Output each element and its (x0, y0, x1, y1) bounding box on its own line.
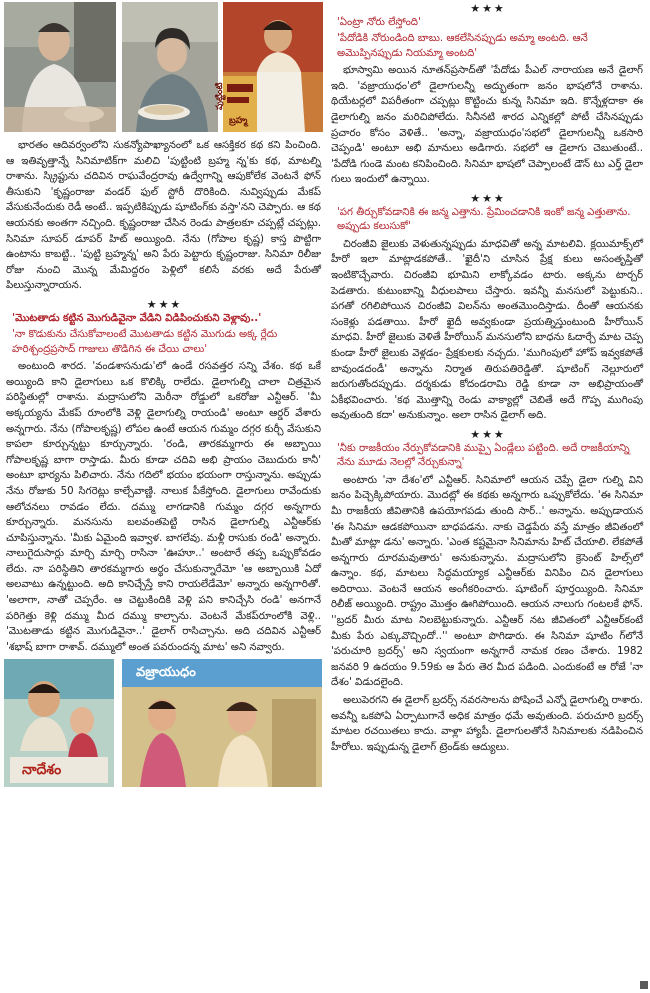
still-photo-man (4, 2, 116, 132)
section-divider-stars: ★★★ (470, 2, 506, 15)
still-photo-young-man (122, 2, 218, 132)
movie-poster-naadesam (4, 659, 114, 787)
article-paragraph (331, 473, 647, 756)
bottom-poster-strip (4, 659, 325, 791)
section-quote-heading: 'పగ తీర్చుకోవడానికి ఈ జన్మ ఎత్తాను. ప్రేమించడానికి ఇంకో జన్మ ఎత్తుతాను. అప్పుడు కలుసుకో' (337, 206, 631, 233)
left-column (4, 0, 325, 791)
section-quote-subheading: 'పేదోడికి నోరుండింది బాబు. ఆకలేసినప్పుడు అమ్మా అంటది. ఆనే అమెుప్పినప్పుడు నియమ్మా అంటది' (337, 33, 588, 59)
section-divider-stars: ★★★ (470, 191, 506, 205)
movie-poster-puttinti (215, 2, 323, 132)
movie-poster-vajrayudham (122, 659, 322, 787)
article-paragraph (6, 359, 325, 655)
intro-paragraph (6, 138, 325, 294)
article-text: అంటారు 'నా దేశం'లో ఎన్టీఆర్‌. సినిమాలో ఆయన చెప్పే డైలా గుల్ని విని జనం పిచ్చెక్కిపోయారు. మొదట్లో ఈ కథకు అన్నగారు ఒప్పుకోలేదు. 'ఈ సినిమా మీ రాజకీయ జీవితానికి ఉపయోగపడు తుంది సార్‌..' అన్నాను. అప్పుడాయన 'ఈ సినిమా ఆడకపోయినా బాధపడను. నాకు చెడ్డపేరు వస్తే మాత్రం జీవితంలో మీతో మాట్లా డను' అన్నారు. 'ఎంత కష్టమైనా సినిమాను హిట్‌ చేయాలి. లేకపోతే అన్నగారు దూరమవుతారు' అనుకున్నాను. మద్రాసులోని క్రెసెంట్‌ హిల్స్‌లో ఉన్నాం. కథ, మాటలు సిద్ధమయ్యాక ఎన్టీఆర్‌కు వినిపిం చిన డైలాగులు అదిరాయి. వెంటనే ఆయన అంగీకరించారు. షూటింగ్‌ పూర్తయ్యింది. సినిమా రిలీజ్‌ అయ్యింది. రాష్ట్రం మొత్తం ఊగిపోయింది. ఆయన నాలుగు గంటలకే ఫోన్‌. ''బ్రదర్‌ మీరు మాట నిలబెట్టుకున్నారు. ఎన్టీఆర్‌ నట జీవితంలో ఎన్టీఆర్‌కంటే మీకు పేరు ఎక్కువొచ్చిందో..'' అంటూ పొగిడారు. ఈ సినిమా షూటిం గ్‌లోనే 'పరుచూరి బ్రదర్స్‌' అని స్వయంగా అన్నగారే నామక రణం చేశారు. 1982 జనవరి 9 ఉదయం 9.59కు ఆ పేరు తెర మీద పడింది. ఎందుకంటే ఆ రోజే 'నా దేశం' విడుదలైంది. (331, 474, 643, 689)
section-divider-stars: ★★★ (146, 297, 183, 311)
section-divider-stars: ★★★ (470, 427, 506, 441)
poster-title-text: పుట్టింటి (215, 82, 225, 110)
article-paragraph (331, 237, 647, 424)
intro-text: భారతం ఆదివర్వంలోని సుకన్యోపాఖ్యానంలో ఒక ఆసక్తికర కథ కని పించింది. ఆ ఇతివృత్తాన్నే సినిమాటిక్‌గా మలిచి 'పుట్టింటి బ్రహ్మ న్న'కు కథ, మాటల్ని రాశాను. స్క్రిప్టును చదివిన రాఘవేంద్రరావు ఉద్వేగాన్ని ఆపుకోలేక వెంటనే ఫోన్‌ తీసుకుని 'కృష్ణంరాజు వండర్‌ ఫుల్‌ స్టోరీ దొరికింది. నువ్విప్పుడు మేకప్‌ వేసుకునేందుకు రెడీ అంటే.. ఇప్పటికిప్పుడు షూటింగ్‌కు వస్తా'నని చెప్పారు. ఆ కథ ఆయనకు అంతగా నచ్చింది. కృష్ణంరాజు చేసిన రెండు పాత్రలకూ చప్పట్లే చప్పట్లు. సినిమా సూపర్‌ డూపర్‌ హిట్‌ అయ్యింది. నేను (గోపాల కృష్ణ) కాస్త పొట్టిగా ఉంటాను కాబట్టి.. 'పుట్టి బ్రహ్మన్న' అని పేరు పెట్టారు కృష్ణంరాజు. సినిమా రిలీజు రోజు నుంచి మొన్న మేమిద్దరం పెళ్లిలో కలిసే వరకు అదే పేరుతో పిలుస్తున్నారాయన. (6, 140, 321, 292)
section-quote-subheading: 'నా కొడుకును చేసుకోవాలంటే మొటతాడు కట్టిన మొగుడు అక్క ర్లేదు హరిశ్చంద్రప్రసాద్‌ గాజులు తొడిగిన ఈ చేయి చాలు' (12, 329, 278, 355)
article-paragraph (331, 63, 647, 188)
poster-naadesam-title: నాదేశం (22, 762, 62, 779)
section-quote-heading: 'నీకు రాజకీయం నేర్పుకోవడానికి ముప్పై ఏండ్లేలు పట్టింది. అదే రాజకీయాన్ని నేను మూడు నెలల్లో నేర్చుకున్నా' (337, 442, 630, 469)
poster-subtitle-text: బ్రహ్మ (229, 116, 248, 126)
article-text: చిరంజీవి జైలుకు వెళుతున్నప్పుడు మాధవితో అన్న మాటలివి. క్లయిమాక్స్‌లో హీరో ఇలా మాట్లాడకపోతే.. 'ఖైదీ'ని చూసిన ప్రేక్ష కులు అసంతృప్తితో ఇంటికొచ్చేవారు. చిరంజీవి భూమిని లాక్కోవడం టారు. అక్కను టార్చర్‌ పెడతారు. కుటుంబాన్ని వీధులపాలు చేస్తారు. ఇవన్నీ మనసులో పెట్టుకుని.. పగతో రగిలిపోయిన చిరంజీవి విలన్‌ను అంతమొందిస్తాడు. దీంతో ఆయనకు సంకెళ్లు పడతాయి. హీరో ఖైదీ అవ్వకుండా ప్రయత్నిస్తుంటుంది హీరోయిన్‌ మాధవి. హీరో జైలుకు వెళితే హీరోయిన్‌ మనసులోని బాధను ఓదార్చే మాట చెప్ప కుండా హీరో జైలుకు వెళ్లడం- ప్రేక్షకులకు నచ్చదు. 'ముగింపులో హోప్‌ ఇవ్వకపోతే బావుండదండీ' అన్నాను నిర్మాత తిరుపతిరెడ్డితో. షూటింగ్‌ నెల్లూరులో జరుగుతోందప్పుడు. దర్శకుడు కోదండరామి రెడ్డి కూడా నా అభిప్రాయంతో ఏకీభవించారు. 'కథ మొత్తాన్ని రెండు వాక్యాల్లో చెబితే అదే గొప్ప ముగింపు అవుతుంది కదా' అనుకున్నాం. అలా రాసిన డైలాగ్‌ అది. (331, 238, 643, 422)
right-column (329, 0, 647, 755)
section-quote-heading: 'ఏంట్రా నోరు లేస్తోంది' (337, 17, 421, 28)
end-of-article-marker (640, 981, 648, 989)
section-quote-heading: 'మొటతాడు కట్టిన మొగుడివైనా వేడిని విడిపించుకుని వెళ్లావు..' (12, 312, 262, 324)
article-text: అలుపెరగని ఈ డైలాగ్‌ బ్రదర్స్‌ నవరసాలను పోషించే ఎన్నో డైలాగుల్ని రాశారు. అవన్నీ ఒకపోఏ ఏర్పాటుగానే అధిక మాత్రం ధమే అవుతుంది. పరుచూరి బ్రదర్స్‌ మాటల రచయితలు కాదు. వాళ్లా హ్యాపీ. డైలాగులతోనే సినిమాలకు నడిపించిన హీరోలు. ఇప్పుడున్న డైలాగ్‌ ట్రెండ్‌కు ఆద్యులు. (331, 695, 643, 753)
poster-vajrayudham-title: వజ్రాయుధం (136, 665, 196, 681)
top-photo-strip (4, 2, 325, 134)
article-text: అంటుంది శారద. 'వండశాసనుడు'లో ఉండే రసవత్తర సన్ని వేశం. కథ ఒకే అయ్యింది కాని డైలాగులు ఒక కొలిక్కి రాలేదు. డైలాగుల్ని చాలా చిత్రమైన పరిస్థితుల్లో రాశాను. మద్రాసులోని మెరీనా రోడ్డులో ఒకరోజు ఎన్టీఆర్‌. 'మీ అక్కయ్యను మేకప్‌ రూంలోకి వెళ్లి డైలాగుల్ని రాయండి' అంటూ ఆర్డర్‌ వేశారు అన్నగారు. నేను (గోపాలకృష్ణ) లోపల ఉంటే ఆయన గుమ్మం దగ్గర కుర్చీ వేసుకుని కాపలా కూర్చున్నట్టు కూర్చున్నారు. 'రండి, తారకమ్మగారు ఈ అబ్బాయి గోపాలకృష్ణ బాగా రాస్తాడు. మీరు కూడా చదివి అభి ప్రాయం చెబుదురు కానీ' అంటూ భార్యను పిలిచారు. నేను గదిలో భయం భయంగా రాస్తున్నాను. అప్పుడు నేను రోజుకు 50 సిగరెట్లు కాల్చేవాణ్ణి. నాలుక పీకేస్తోంది. డైలాగులు రావేందుకు ఆలోచనలు రావడం లేదు. దమ్ము లాగడానికి గుమ్మం దగ్గర అన్నగారు కూర్చున్నారు. మనసును బలవంతపెట్టి రాసిన డైలాగుల్ని ఎన్టీఆర్‌కు చూపిస్తున్నాను. 'మీకు ఏమైంది ఇవ్వాళ. బాగలేవు. మళ్లీ రాసుకు రండి' అన్నారు. నాలుగైదుసార్లు మార్చి మార్చి రాసినా 'ఊహూ..' అంటారే తప్ప ఒప్పుకోవడం లేదు. నా పరిస్థితిని తారకమ్మగారు అర్థం చేసుకున్నారేమో 'ఆ అబ్బాయికి ఏదో అలవాటు ఉన్నట్టుంది. అది కానిచ్చేస్తే కాని రాయలేడేమో' అన్నారు అన్నగారితో. 'అలాగా, నాతో చెప్పరేం. ఆ చెట్టుకిందికి వెళ్లి పని కానిచ్చేసి రండి' అనగానే పరిగెత్తు కెళ్లి దమ్ము మీద దమ్ము కాల్చాను. వెంటనే మేకప్‌రూంలోకి వెళ్లి.. 'మొటతాడు కట్టిన మొగుడివైనా..' డైలాగ్‌ రాసిచ్చాను. అది చదివిన ఎన్టీఆర్‌ 'శభాష్‌ బాగా రాశావ్‌. దమ్ములో అంత పవరుందన్న మాట' అని నవ్వారు. (6, 361, 321, 653)
article-text: భూస్వామి అయిన నూతన్‌ప్రసాద్‌తో 'పేదోడు పీఎల్‌ నారాయణ అనే డైలాగ్‌ ఇది. 'వజ్రాయుధం'లో డైలాగులన్నీ అద్భుతంగా జనం భాషలోనే రాశాను. థియేటర్లలో విపరీతంగా చప్పట్లు కొట్టించు కున్న సినిమా ఇది. కొన్నేళ్లదాకా ఈ డైలాగుల్ని జనం మరిచిపోలేదు. సినీనటి శారద ఎన్నికల్లో పోటీ చేసినప్పుడు ప్రచారం కోసం వెళితే.. 'అన్నా, వజ్రాయుధం'సభలో డైలాగులన్నీ ఒకసారి చెప్పండి' అంటూ అభి మానులు అడిగారు. సభలో ఆ డైలాగు చెబుతుంటే.. 'పేదోడి గుండె మంట కనిపించింది. సినిమా భాషలో చెప్పాలంటే డౌన్‌ టు ఎర్త్‌ డైలా గులు ఇందులో ఉన్నాయి. (331, 65, 643, 186)
